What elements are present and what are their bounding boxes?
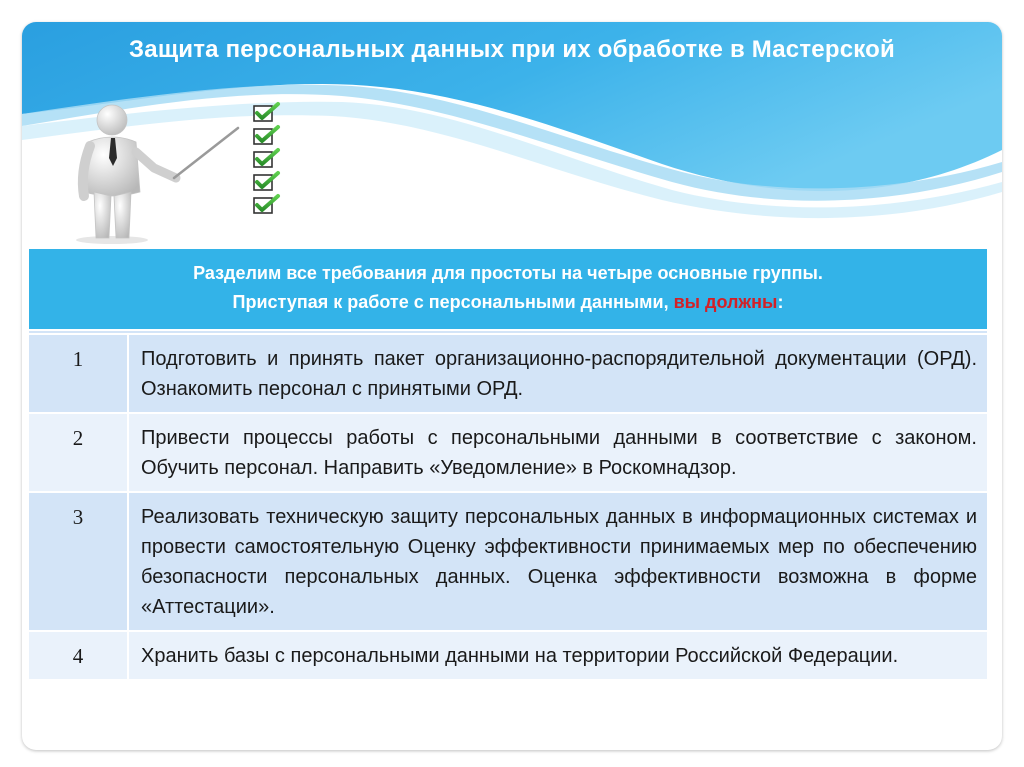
header-line-1: Разделим все требования для простоты на четыре основные группы. [193,263,823,283]
slide [22,22,1002,750]
row-number: 1 [28,334,128,413]
row-text: Реализовать техническую защиту персональных данных в информационных системах и провести самостоятельную Оценку эффективности принимаемых мер по обеспечению безопасности персональных данных. Оценка эффективности возможна в форме «Аттестации». [128,492,988,631]
checklist-icon [254,104,278,213]
header-emphasis: вы должны [673,292,778,312]
table-header-cell [28,248,988,330]
table-row [28,631,988,680]
person-with-pointer-icon [76,105,238,244]
header-line-2 [49,288,967,317]
header-line-2-suffix: : [777,292,784,312]
table-row [28,492,988,631]
requirements-table [27,247,989,681]
slide-title: Защита персональных данных при их обработке в Мастерской [129,36,895,63]
table-row [28,413,988,492]
table-header-row [28,248,988,330]
header-line-2-prefix: Приступая к работе с персональными данными, [232,292,674,312]
row-text: Хранить базы с персональными данными на территории Российской Федерации. [128,631,988,680]
row-text: Подготовить и принять пакет организационно-распорядительной документации (ОРД). Ознакомить персонал с принятыми ОРД. [128,334,988,413]
row-number: 2 [28,413,128,492]
row-number: 4 [28,631,128,680]
illustration [62,100,302,250]
row-number: 3 [28,492,128,631]
row-text: Привести процессы работы с персональными данными в соответствие с законом. Обучить персонал. Направить «Уведомление» в Роскомнадзор. [128,413,988,492]
table-row [28,334,988,413]
